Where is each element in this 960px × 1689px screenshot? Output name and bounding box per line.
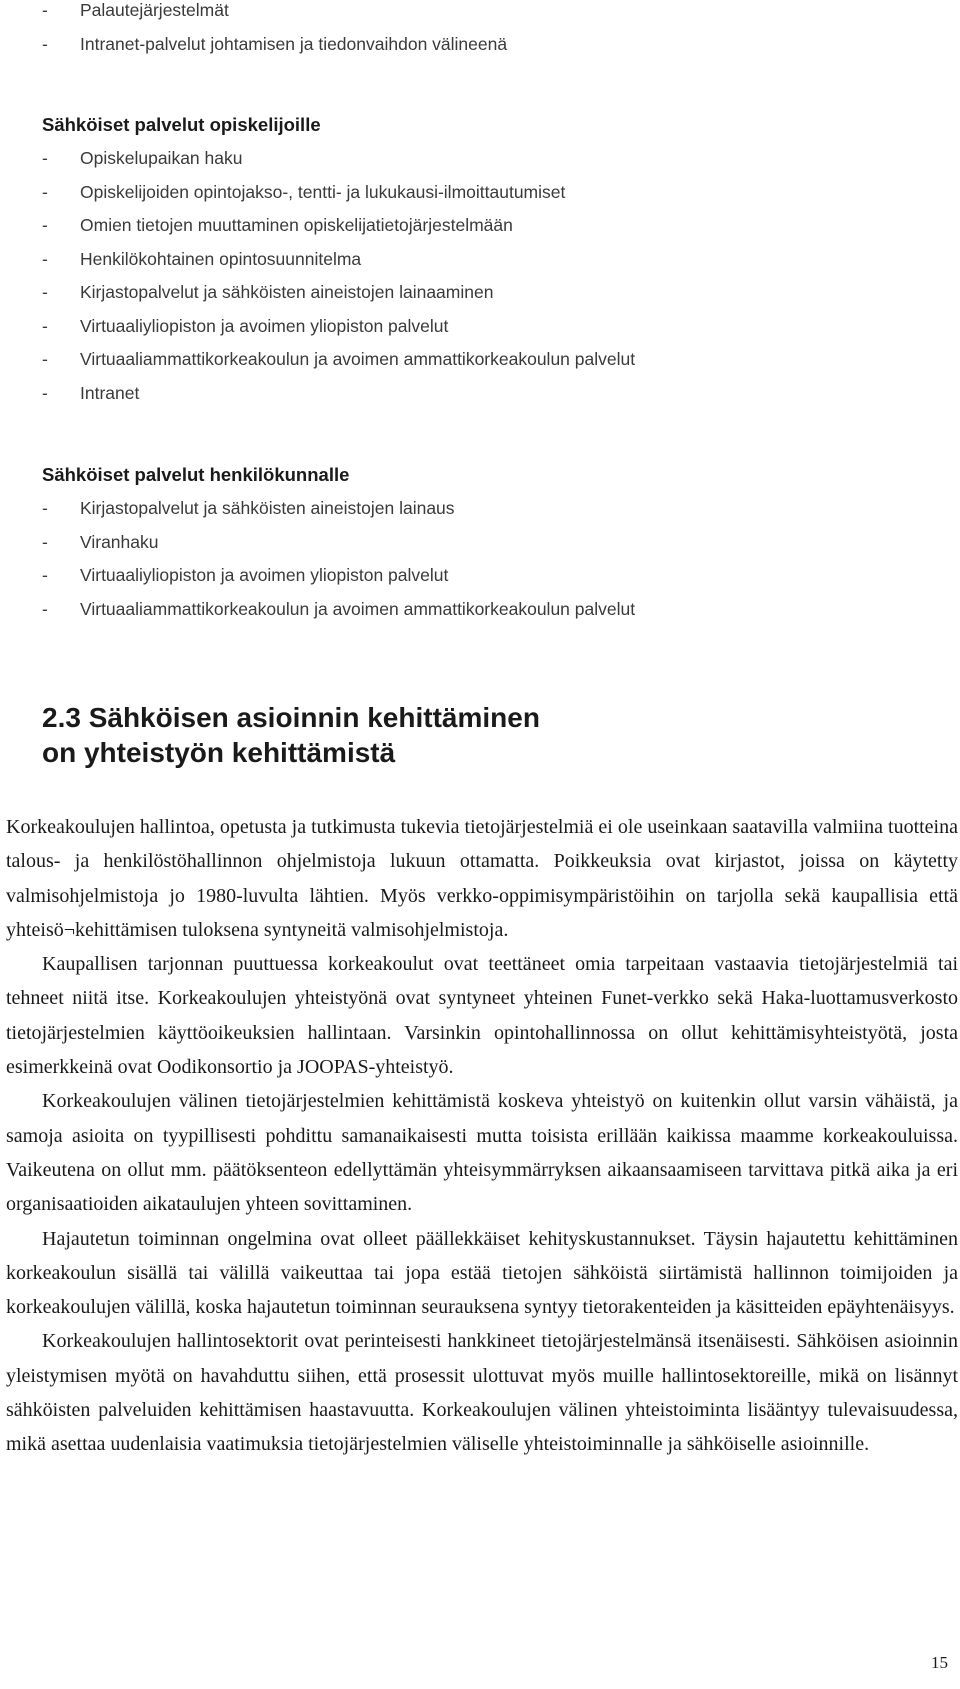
dash-marker: -	[42, 248, 48, 269]
dash-marker: -	[42, 215, 48, 235]
list-item-text: Virtuaaliammattikorkeakoulun ja avoimen ammattikorkeakoulun palvelut	[80, 598, 636, 619]
body-text	[6, 810, 958, 1462]
list-item	[42, 559, 922, 593]
list-heading: Sähköiset palvelut henkilökunnalle	[42, 464, 350, 485]
list-item	[42, 377, 922, 411]
paragraph: Korkeakoulujen hallintoa, opetusta ja tutkimusta tukevia tietojärjestelmiä ei ole useinkaan saatavilla valmiina tuotteina talous- ja henkilöstöhallinnon ohjelmistoja lukuun ottamatta. Poikkeuksia ovat kirjastot, joissa on käytetty valmisohjelmistoja jo 1980-luvulta lähtien. Myös verkko-oppimisympäristöihin on tarjolla sekä kaupallisia että yhteisö¬kehittämisen tuloksena syntyneitä valmisohjelmistoja.	[6, 816, 958, 941]
list-item-text: Opiskelijoiden opintojakso-, tentti- ja lukukausi-ilmoittautumiset	[80, 181, 566, 202]
list-item	[42, 526, 922, 560]
list-item	[42, 593, 922, 627]
dash-marker: -	[42, 148, 48, 168]
paragraph: Kaupallisen tarjonnan puuttuessa korkeakoulut ovat teettäneet omia tarpeitaan vastaavia tietojärjestelmiä tai tehneet niitä itse. Korkeakoulujen yhteistyönä ovat syntyneet yhteinen Funet-verkko sekä Haka-luottamusverkosto tietojärjestelmien käyttöoikeuksien hallintaan. Varsinkin opintohallinnossa on ollut kehittämisyhteistyötä, josta esimerkkeinä ovat Oodikonsortio ja JOOPAS-yhteistyö.	[6, 953, 958, 1079]
list-item	[42, 492, 922, 526]
list-item	[42, 142, 922, 176]
list-item	[42, 343, 922, 377]
list-item	[42, 276, 922, 310]
section-heading-line: on yhteistyön kehittämistä	[42, 737, 396, 768]
list-item-text: Palautejärjestelmät	[80, 0, 229, 20]
dash-marker: -	[42, 181, 48, 202]
bullet-list	[42, 492, 922, 626]
list-item-text: Kirjastopalvelut ja sähköisten aineistojen lainaaminen	[80, 282, 494, 302]
paragraph: Hajautetun toiminnan ongelmina ovat olleet päällekkäiset kehityskustannukset. Täysin hajautettu kehittäminen korkeakoulun sisällä tai välillä vaikeuttaa tai jopa estää tietojen sähköistä siirtämistä hallinnon toimijoiden ja korkeakoulujen välillä, koska hajautetun toiminnan seurauksena syntyy tietorakenteiden ja käsitteiden epäyhtenäisyys.	[6, 1227, 958, 1319]
list-item-text: Intranet-palvelut johtamisen ja tiedonvaihdon välineenä	[80, 33, 508, 54]
list-item-text: Intranet	[80, 382, 140, 403]
list-item	[42, 310, 922, 344]
bullet-list	[42, 142, 922, 410]
dash-marker: -	[42, 315, 48, 336]
list-item	[42, 243, 922, 277]
list-heading: Sähköiset palvelut opiskelijoille	[42, 114, 321, 135]
dash-marker: -	[42, 382, 48, 403]
list-item-text: Kirjastopalvelut ja sähköisten aineistojen lainaus	[80, 498, 455, 518]
dash-marker: -	[42, 33, 48, 54]
dash-marker: -	[42, 349, 48, 369]
list-item-text: Virtuaaliyliopiston ja avoimen yliopiston palvelut	[80, 315, 449, 336]
bullet-list	[42, 0, 922, 61]
list-item-text: Henkilökohtainen opintosuunnitelma	[80, 248, 362, 269]
list-item-text: Virtuaaliyliopiston ja avoimen yliopiston palvelut	[80, 565, 449, 585]
paragraph: Korkeakoulujen välinen tietojärjestelmien kehittämistä koskeva yhteistyö on kuitenkin ollut varsin vähäistä, ja samoja asioita on tyypillisesti pohdittu samanaikaisesti mutta toisista erillään kaikissa maamme korkeakouluissa. Vaikeutena on ollut mm. päätöksenteon edellyttämän yhteisymmärryksen aikaansaamiseen tarvittava pitkä aika ja eri organisaatioiden aikataulujen yhteen sovittaminen.	[6, 1090, 958, 1216]
paragraph: Korkeakoulujen hallintosektorit ovat perinteisesti hankkineet tietojärjestelmänsä itsenäisesti. Sähköisen asioinnin yleistymisen myötä on havahduttu siihen, että prosessit ulottuvat myös muille hallintosektoreille, mikä on lisännyt sähköisten palveluiden kehittämisen haastavuutta. Korkeakoulujen välinen yhteistoiminta lisääntyy tulevaisuudessa, mikä asettaa uudenlaisia vaatimuksia tietojärjestelmien väliselle yhteistoiminnalle ja sähköiselle asioinnille.	[6, 1330, 958, 1456]
list-item	[42, 28, 922, 62]
dash-marker: -	[42, 565, 48, 585]
section-heading	[42, 700, 922, 770]
list-item	[42, 0, 922, 28]
list-continuation	[42, 0, 922, 61]
dash-marker: -	[42, 498, 48, 518]
page-number: 15	[931, 1653, 948, 1672]
section-heading-line: 2.3 Sähköisen asioinnin kehittäminen	[42, 702, 540, 733]
list-item-text: Omien tietojen muuttaminen opiskelijatietojärjestelmään	[80, 215, 513, 235]
list-item	[42, 209, 922, 243]
dash-marker: -	[42, 0, 48, 20]
staff-services-section	[42, 458, 922, 626]
list-item-text: Viranhaku	[80, 531, 159, 552]
student-services-section	[42, 108, 922, 410]
list-item-text: Virtuaaliammattikorkeakoulun ja avoimen ammattikorkeakoulun palvelut	[80, 349, 636, 369]
dash-marker: -	[42, 282, 48, 302]
list-item	[42, 176, 922, 210]
dash-marker: -	[42, 531, 48, 552]
list-item-text: Opiskelupaikan haku	[80, 148, 243, 168]
dash-marker: -	[42, 598, 48, 619]
